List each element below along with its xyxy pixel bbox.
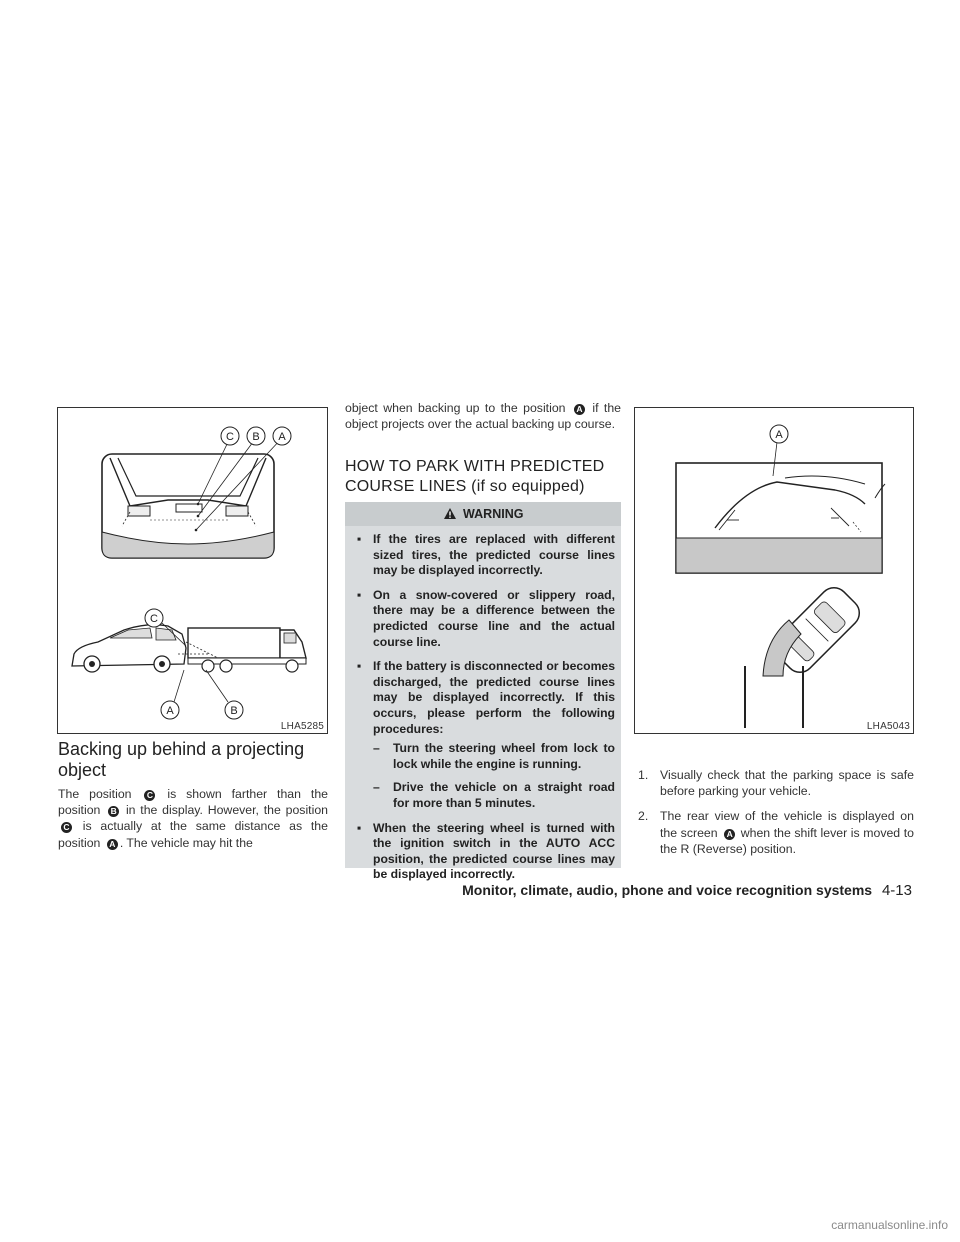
paragraph-continuation: object when backing up to the position A if the object projects over the actual backing up course. bbox=[345, 401, 621, 432]
parking-diagram-illustration bbox=[635, 408, 913, 733]
heading-predicted-course: HOW TO PARK WITH PREDICTED COURSE LINES (if so equipped) bbox=[345, 458, 605, 495]
label-a-screen: A bbox=[775, 429, 783, 441]
figure-parking-diagram bbox=[634, 407, 914, 734]
label-c-top: C bbox=[226, 431, 234, 443]
label-c-side: C bbox=[150, 613, 158, 625]
backing-diagram-illustration bbox=[58, 408, 327, 733]
position-marker-c: C bbox=[61, 822, 72, 833]
warning-item: ▪ If the battery is disconnected or becomes discharged, the predicted course lines may be displayed incorrectly. If this occurs, please perform the following procedures: – Turn the steering wheel from lock to lock while the engine is running. – Drive the vehicle on a straight road for more than 5 minutes. bbox=[357, 659, 615, 810]
watermark: carmanualsonline.info bbox=[831, 1218, 948, 1232]
position-marker-a: A bbox=[724, 829, 735, 840]
warning-item: ▪ On a snow-covered or slippery road, there may be a difference between the predicted course line and the actual course line. bbox=[357, 587, 615, 649]
heading-backing-up: Backing up behind a projecting object bbox=[58, 739, 305, 780]
paragraph-backing-up: The position C is shown farther than the position B in the display. However, the position C is actually at the same distance as the position A . The vehicle may hit the bbox=[58, 787, 328, 850]
position-marker-c: C bbox=[144, 790, 155, 801]
position-marker-a: A bbox=[574, 404, 585, 415]
warning-item: ▪ When the steering wheel is turned with the ignition switch in the AUTO ACC position, the predicted course lines may be displayed incorrectly. bbox=[357, 820, 615, 882]
warning-item: ▪ If the tires are replaced with different sized tires, the predicted course lines may be displayed incorrectly. bbox=[357, 532, 615, 578]
label-a-top: A bbox=[278, 431, 286, 443]
warning-box bbox=[345, 502, 621, 882]
step-item: 2. The rear view of the vehicle is displayed on the screen A when the shift lever is moved to the R (Reverse) position. bbox=[638, 809, 914, 856]
step-item: 1. Visually check that the parking space is safe before parking your vehicle. bbox=[638, 768, 914, 799]
warning-icon bbox=[443, 507, 457, 520]
page-number: 4-13 bbox=[881, 882, 912, 899]
label-a-bottom: A bbox=[166, 705, 174, 717]
warning-sublist bbox=[373, 741, 615, 811]
warning-list bbox=[345, 526, 621, 883]
position-marker-b: B bbox=[108, 806, 119, 817]
warning-subitem: – Drive the vehicle on a straight road for more than 5 minutes. bbox=[373, 780, 615, 810]
figure-code: LHA5043 bbox=[866, 721, 910, 732]
figure-backing-diagram bbox=[57, 407, 328, 734]
label-b-top: B bbox=[252, 431, 260, 443]
footer-section-title: Monitor, climate, audio, phone and voice recognition systems bbox=[462, 882, 873, 898]
figure-code: LHA5285 bbox=[280, 721, 324, 732]
warning-subitem: – Turn the steering wheel from lock to lock while the engine is running. bbox=[373, 741, 615, 771]
page-footer bbox=[462, 882, 912, 899]
label-b-bottom: B bbox=[230, 705, 238, 717]
warning-heading bbox=[345, 502, 621, 526]
steps-list bbox=[634, 767, 914, 866]
warning-heading-text: WARNING bbox=[463, 507, 524, 521]
position-marker-a: A bbox=[107, 839, 118, 850]
